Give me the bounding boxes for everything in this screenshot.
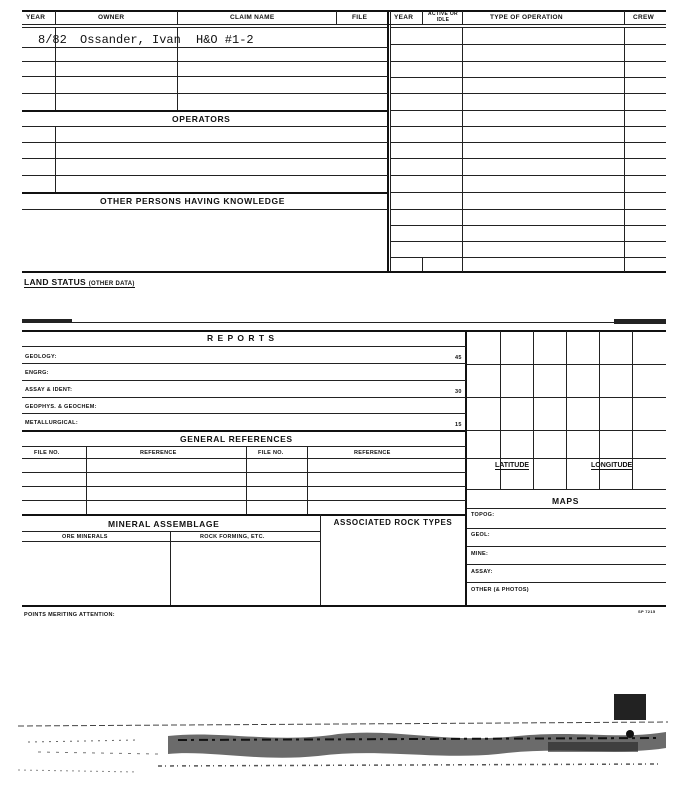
form-code: SP 7215	[638, 609, 656, 614]
ref-header-reference-2: REFERENCE	[354, 450, 391, 456]
entry-claim-name: H&O #1-2	[196, 33, 254, 47]
ref-header-file-no-1: FILE NO.	[34, 450, 60, 456]
col-type-of-operation: TYPE OF OPERATION	[490, 14, 563, 21]
col-crew: CREW	[633, 14, 655, 21]
scan-block-mark	[614, 694, 646, 720]
col-year-2: YEAR	[394, 14, 414, 21]
ref-header-file-no-2: FILE NO.	[258, 450, 284, 456]
report-metallurgical: METALLURGICAL:	[25, 420, 78, 426]
general-references-title: GENERAL REFERENCES	[180, 434, 293, 444]
land-status-sub: (OTHER DATA)	[88, 281, 135, 287]
latitude-label: LATITUDE	[495, 462, 530, 469]
rock-forming-label: ROCK FORMING, ETC.	[200, 534, 265, 540]
land-status-label	[24, 277, 135, 288]
maps-geol: GEOL:	[471, 532, 490, 538]
maps-mine: MINE:	[471, 551, 489, 557]
maps-other: OTHER (& PHOTOS)	[471, 587, 529, 593]
col-owner: OWNER	[98, 14, 125, 21]
operators-title: OPERATORS	[172, 114, 231, 124]
report-geology: GEOLOGY:	[25, 354, 57, 360]
ref-header-reference-1: REFERENCE	[140, 450, 177, 456]
col-year: YEAR	[26, 14, 46, 21]
report-engrg: ENGRG:	[25, 370, 49, 376]
report-metallurgical-num: 15	[455, 422, 462, 428]
ore-minerals-label: ORE MINERALS	[62, 534, 108, 540]
longitude-label: LONGITUDE	[591, 462, 633, 469]
other-persons-title: OTHER PERSONS HAVING KNOWLEDGE	[100, 196, 286, 206]
col-file: FILE	[352, 14, 368, 21]
reports-title: R E P O R T S	[207, 333, 276, 343]
maps-assay: ASSAY:	[471, 569, 493, 575]
points-meriting-attention: POINTS MERITING ATTENTION:	[24, 612, 115, 618]
maps-topog: TOPOG:	[471, 512, 495, 518]
col-claim-name: CLAIM NAME	[230, 14, 275, 21]
entry-year: 8/82	[38, 33, 67, 47]
associated-rock-types: ASSOCIATED ROCK TYPES	[333, 518, 453, 527]
col-active-or-idle: ACTIVE OR IDLE	[428, 11, 458, 23]
mineral-assemblage-title: MINERAL ASSEMBLAGE	[108, 519, 220, 529]
scan-noise-strip	[18, 718, 668, 780]
maps-title: MAPS	[552, 496, 579, 506]
report-assay-num: 30	[455, 389, 462, 395]
report-geophys: GEOPHYS. & GEOCHEM:	[25, 404, 97, 410]
land-status-title: LAND STATUS	[24, 277, 87, 287]
report-geology-num: 45	[455, 355, 462, 361]
report-assay: ASSAY & IDENT:	[25, 387, 73, 393]
entry-owner: Ossander, Ivan	[80, 33, 181, 47]
